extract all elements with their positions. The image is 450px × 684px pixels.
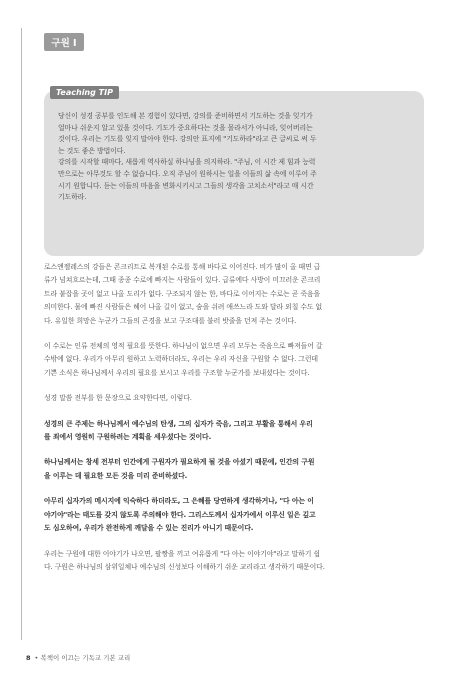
section-tab: 구원 I bbox=[44, 33, 84, 51]
tip-line: 기도하라. bbox=[58, 193, 87, 202]
body-line: 성경 말씀 전부를 한 문장으로 요약한다면, 이렇다. bbox=[44, 394, 192, 403]
tip-line: 당신이 성경 공부를 인도해 본 경험이 있다면, 강의를 준비하면서 기도하는 것을 잊기가 bbox=[58, 112, 313, 120]
tip-line: 시기 원합니다. 듣는 이들의 마음을 변화시키시고 그들의 생각을 고치소서"라고 매 시간 bbox=[58, 181, 314, 190]
main-body-text bbox=[44, 261, 428, 574]
tip-line: 것이다. 우리는 기도를 잊지 말아야 한다. 강의안 표지에 "기도하라"라고 큰 글씨로 써 두 bbox=[58, 135, 317, 144]
tip-line: 강의를 시작할 때마다, 새롭게 역사하실 하나님을 의지하라. "주님, 이 시간 제 힘과 능력 bbox=[58, 158, 316, 167]
teaching-tip-body bbox=[58, 111, 410, 204]
body-line: 도 심오하여, 우리가 완전하게 깨달을 수 있는 진리가 아니기 때문이다. bbox=[44, 524, 254, 533]
body-line: 를 죄에서 영원히 구원하려는 계획을 세우셨다는 것이다. bbox=[44, 433, 212, 442]
body-line: 야기야"라는 태도를 갖지 않도록 주의해야 한다. 그리스도께서 십자가에서 이루신 일은 깊고 bbox=[44, 510, 316, 519]
body-line: 기쁜 소식은 하나님께서 우리의 필요를 보시고 우리를 구조할 누군가를 보내셨다는 것이다. bbox=[44, 368, 310, 377]
body-line: 의미한다. 물에 빠진 사람들은 헤어 나올 길이 없고, 숨을 쉬려 애쓰느라 도와 달라 외칠 수도 없 bbox=[44, 303, 323, 312]
teaching-tip-box bbox=[44, 88, 424, 256]
paragraph-los-angeles-river bbox=[44, 261, 428, 328]
body-line: 트라 붙잡을 곳이 없고 나올 도리가 없다. 구조되지 않는 한, 바다로 이어지는 수로는 곧 죽음을 bbox=[44, 289, 321, 298]
paragraph-god-prepared bbox=[44, 456, 428, 483]
paragraph-salvation-story bbox=[44, 548, 428, 575]
tip-line: 얼마나 쉬운지 알고 있을 것이다. 기도가 중요하다는 것을 몰라서가 아니라, 잊어버리는 bbox=[58, 123, 313, 132]
body-line: 하나님께서는 창세 전부터 인간에게 구원자가 필요하게 될 것을 아셨기 때문에, 인간의 구원 bbox=[44, 458, 315, 467]
body-line: 아무리 십자가의 메시지에 익숙하다 하더라도, 그 은혜를 당연하게 생각하거나, "다 아는 이 bbox=[44, 497, 314, 506]
paragraph-spiritual-need bbox=[44, 340, 428, 380]
paragraph-summary-intro bbox=[44, 392, 428, 405]
body-line: 성경의 큰 주제는 하나님께서 예수님의 탄생, 그의 십자가 죽음, 그리고 부활을 통해서 우리 bbox=[44, 419, 313, 428]
body-line: 다. 유일한 희망은 누군가 그들의 곤경을 보고 구조대를 불러 밧줄을 던져 주는 것이다. bbox=[44, 316, 297, 325]
page-footer bbox=[26, 653, 130, 662]
body-line: 로스앤젤레스의 강들은 콘크리트로 복개된 수로를 통해 바다로 이어진다. 비가 많이 올 때면 급 bbox=[44, 263, 321, 271]
body-line: 이 수로는 인류 전체의 영적 필요를 뜻한다. 하나님이 없으면 우리 모두는 죽음으로 빠져들어 갈 bbox=[44, 342, 323, 351]
paragraph-cross-message bbox=[44, 495, 428, 535]
tip-line: 는 것도 좋은 방법이다. bbox=[58, 146, 126, 155]
page-number: 8 bbox=[26, 653, 31, 662]
tip-line: 만으로는 아무것도 할 수 없습니다. 오직 주님이 원하시는 일을 이들의 삶 속에 이루어 주 bbox=[58, 169, 317, 178]
body-line: 다. 구원은 하나님의 삼위일체나 예수님의 신성보다 이해하기 쉬운 교리라고 생각하기 때문이다. bbox=[44, 562, 325, 571]
paragraph-bible-theme bbox=[44, 418, 428, 445]
body-line: 우리는 구원에 대한 이야기가 나오면, 팔짱을 끼고 여유롭게 "다 아는 이야기야"라고 말하기 쉽 bbox=[44, 549, 320, 558]
body-line: 을 이루는 데 필요한 모든 것을 미리 준비하셨다. bbox=[44, 471, 188, 480]
body-line: 류가 넘쳐흐르는데, 그때 종종 수로에 빠지는 사람들이 있다. 급류에다 사방이 미끄러운 콘크리 bbox=[44, 276, 321, 285]
teaching-tip-title: Teaching TIP bbox=[50, 86, 119, 99]
left-margin-rule bbox=[21, 28, 22, 640]
book-title: • 복책이 이끄는 기독교 기본 교리 bbox=[34, 654, 131, 662]
body-line: 수밖에 없다. 우리가 아무리 원하고 노력하더라도, 우리는 우리 자신을 구원할 수 없다. 그런데 bbox=[44, 355, 318, 364]
